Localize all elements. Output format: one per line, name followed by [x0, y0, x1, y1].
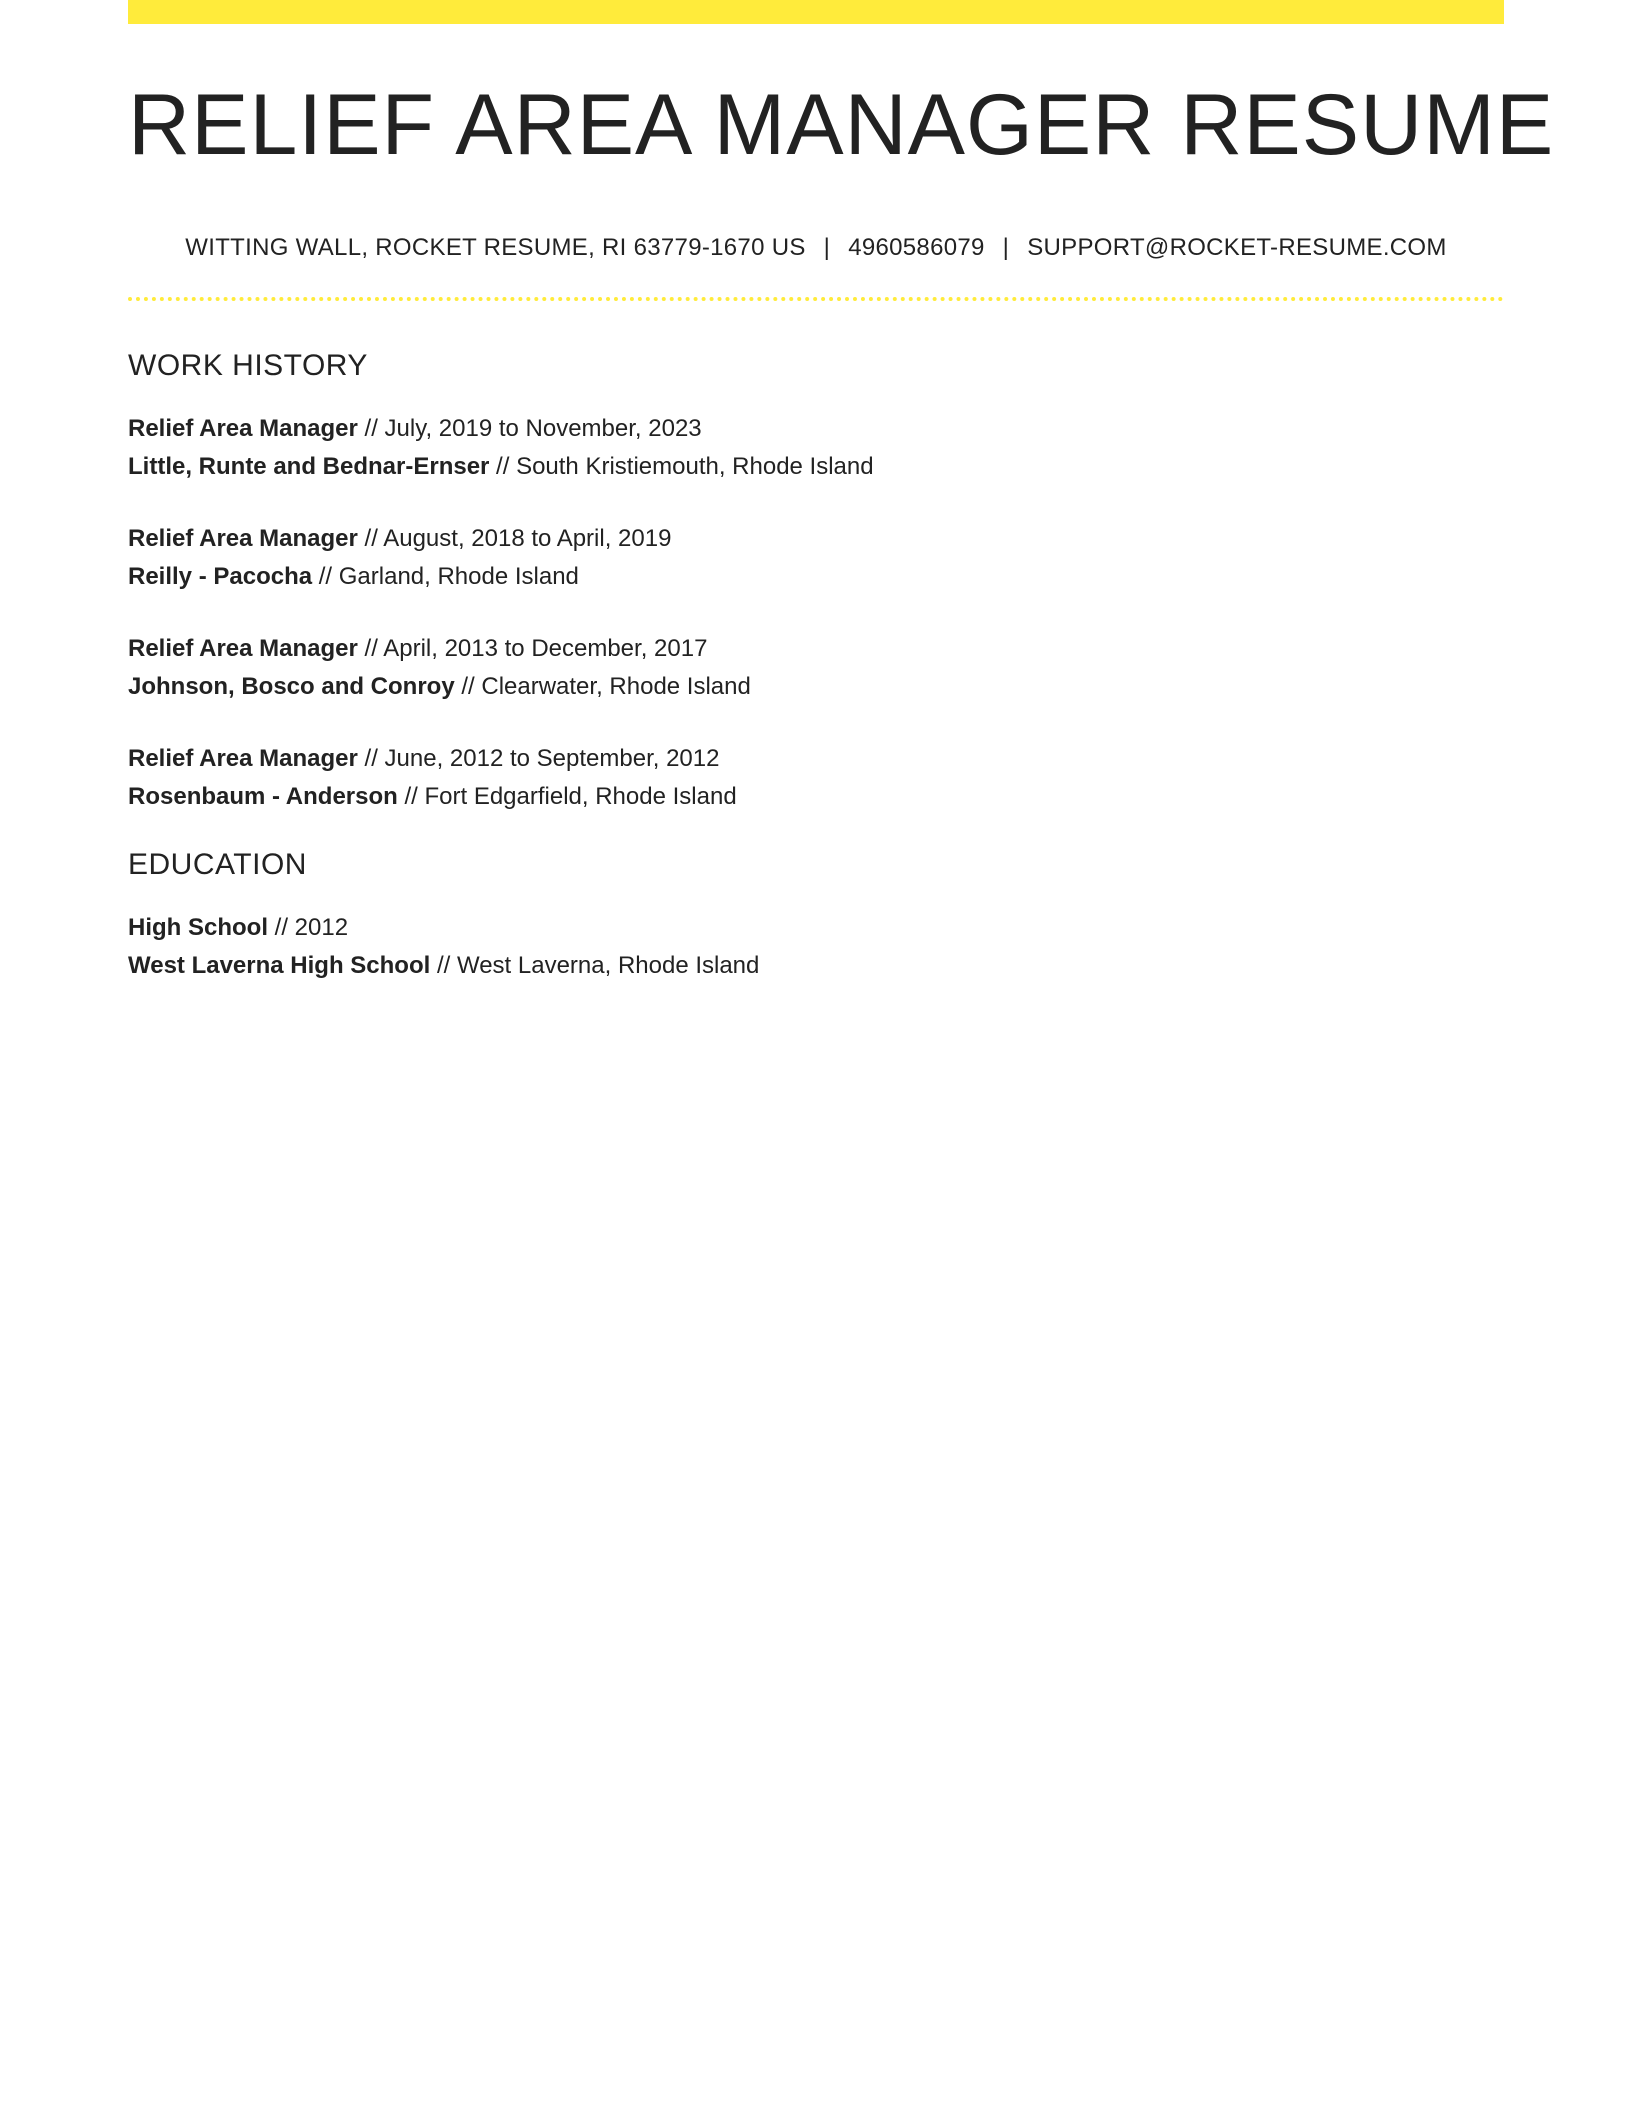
job-location: // South Kristiemouth, Rhode Island	[489, 453, 874, 480]
job-entry	[128, 630, 1504, 706]
job-company-line	[128, 558, 1504, 596]
job-dates: // July, 2019 to November, 2023	[357, 415, 702, 442]
job-entry	[128, 520, 1504, 596]
job-title: Relief Area Manager	[128, 635, 358, 662]
job-dates: // June, 2012 to September, 2012	[357, 745, 720, 772]
job-title-line	[128, 740, 1504, 778]
contact-line	[128, 236, 1504, 260]
degree: High School	[128, 914, 268, 941]
resume-title: RELIEF AREA MANAGER RESUME	[128, 77, 1555, 173]
dotted-divider	[128, 297, 1504, 301]
contact-separator: |	[823, 234, 831, 261]
school-line	[128, 947, 1504, 985]
school-name: West Laverna High School	[128, 952, 431, 979]
degree-year: // 2012	[268, 914, 349, 941]
job-company-line	[128, 778, 1504, 816]
job-title: Relief Area Manager	[128, 415, 358, 442]
work-history-heading: WORK HISTORY	[128, 349, 368, 382]
job-title: Relief Area Manager	[128, 745, 358, 772]
education-entry	[128, 909, 1504, 985]
job-entry	[128, 740, 1504, 816]
education-heading: EDUCATION	[128, 848, 307, 881]
work-history-section	[128, 351, 1504, 816]
job-title-line	[128, 410, 1504, 448]
job-company: Rosenbaum - Anderson	[128, 783, 398, 810]
job-company: Little, Runte and Bednar-Ernser	[128, 453, 490, 480]
job-company: Johnson, Bosco and Conroy	[128, 673, 455, 700]
job-title-line	[128, 630, 1504, 668]
degree-line	[128, 909, 1504, 947]
job-location: // Clearwater, Rhode Island	[454, 673, 751, 700]
school-location: // West Laverna, Rhode Island	[430, 952, 760, 979]
education-section	[128, 850, 1504, 985]
job-title: Relief Area Manager	[128, 525, 358, 552]
job-company-line	[128, 668, 1504, 706]
job-company: Reilly - Pacocha	[128, 563, 313, 590]
education-list	[128, 909, 1504, 985]
email-link[interactable]: SUPPORT@ROCKET-RESUME.COM	[1027, 234, 1447, 261]
resume-page	[128, 0, 1555, 985]
phone-text: 4960586079	[848, 234, 985, 261]
job-dates: // August, 2018 to April, 2019	[357, 525, 672, 552]
job-company-line	[128, 448, 1504, 486]
job-title-line	[128, 520, 1504, 558]
work-history-list	[128, 410, 1504, 816]
job-location: // Garland, Rhode Island	[312, 563, 579, 590]
address-text: WITTING WALL, ROCKET RESUME, RI 63779-1670 US	[185, 234, 806, 261]
top-accent-bar	[128, 0, 1504, 24]
job-entry	[128, 410, 1504, 486]
job-location: // Fort Edgarfield, Rhode Island	[397, 783, 737, 810]
job-dates: // April, 2013 to December, 2017	[357, 635, 708, 662]
contact-separator: |	[1002, 234, 1010, 261]
